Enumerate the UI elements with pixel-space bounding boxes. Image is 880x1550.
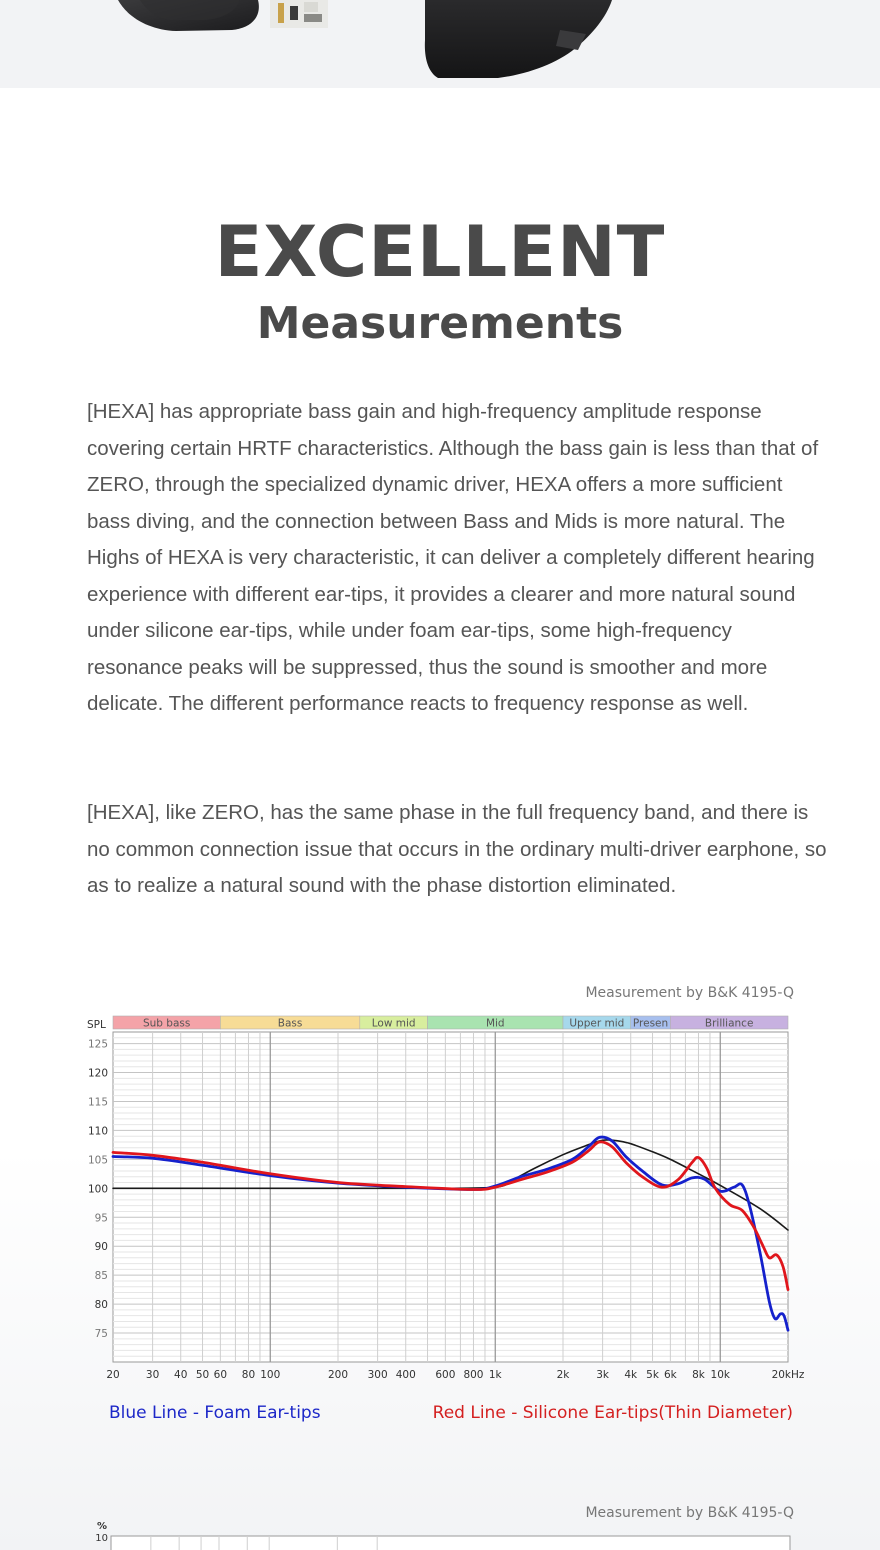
paragraph-sound-signature: [HEXA] has appropriate bass gain and high-frequency amplitude response covering certain HRTF characteristics. Although the bass gain is less than that of ZERO, through the specialized dynamic driver, HEXA offers a more sufficient bass diving, and the connection between Bass and Mids is more natural. The Highs of HEXA is very characteristic, it can deliver a completely different hearing experience with different ear-tips, it provides a clearer and more natural sound under silicone ear-tips, while under foam ear-tips, some high-frequency resonance peaks will be suppressed, thus the sound is smoother and more delicate. The different performance reacts to frequency response as well. xyxy=(87,400,819,715)
y-axis-label: SPL xyxy=(87,1019,106,1031)
paragraph-phase: [HEXA], like ZERO, has the same phase in the full frequency band, and there is no common connection issue that occurs in the ordinary multi-driver earphone, so as to realize a natural sound with the phase distortion eliminated. xyxy=(87,801,827,897)
band-label: Sub bass xyxy=(142,1017,191,1030)
band-label: Low mid xyxy=(371,1017,416,1030)
x-tick-label: 30 xyxy=(145,1369,160,1381)
band-label: Upper mid xyxy=(569,1017,625,1030)
y-tick-label: 105 xyxy=(87,1154,108,1167)
product-photo-strip xyxy=(0,0,880,88)
y-tick-label: 95 xyxy=(94,1212,108,1225)
x-tick-label: 300 xyxy=(367,1369,388,1381)
x-tick-label: 400 xyxy=(395,1369,416,1381)
x-tick-label: 6k xyxy=(663,1369,677,1381)
band-label: Presen xyxy=(632,1017,669,1030)
headline-subtitle: Measurements xyxy=(256,298,624,349)
x-tick-label: 600 xyxy=(435,1369,456,1381)
y-tick-label: 80 xyxy=(94,1299,108,1312)
earphone-shell-left xyxy=(118,0,259,31)
x-tick-label: 10k xyxy=(710,1369,730,1381)
earphone-shell-right xyxy=(425,0,612,78)
y-tick-label: 100 xyxy=(87,1183,108,1196)
chart-credit-2: Measurement by B&K 4195-Q xyxy=(585,1505,794,1521)
circuit-board xyxy=(270,0,328,28)
x-tick-label: 5k xyxy=(646,1369,659,1381)
y-tick-label: 75 xyxy=(94,1328,108,1341)
x-tick-label: 8k xyxy=(692,1369,705,1381)
x-tick-label: 200 xyxy=(327,1369,349,1381)
y-tick-label: 90 xyxy=(94,1241,108,1254)
x-tick-label: 2k xyxy=(556,1369,570,1381)
y-axis-label: % xyxy=(97,1521,108,1532)
headline-title: EXCELLENT xyxy=(214,211,666,293)
x-tick-label: 20 xyxy=(106,1369,120,1381)
band-label: Brilliance xyxy=(704,1017,754,1030)
x-tick-label: 3k xyxy=(596,1369,610,1381)
band-label: Bass xyxy=(277,1017,303,1030)
legend-red: Red Line - Silicone Ear-tips(Thin Diameter) xyxy=(432,1403,793,1423)
plot-area xyxy=(111,1536,790,1550)
x-tick-label: 50 xyxy=(195,1369,210,1381)
distortion-chart-top xyxy=(0,1518,880,1550)
y-tick-label: 85 xyxy=(94,1270,108,1283)
x-tick-label: 100 xyxy=(260,1369,281,1381)
y-tick-label: 10 xyxy=(95,1533,108,1544)
frequency-response-chart xyxy=(0,1008,880,1388)
y-tick-label: 110 xyxy=(87,1125,108,1138)
x-tick-label: 800 xyxy=(463,1369,484,1381)
chart-credit: Measurement by B&K 4195-Q xyxy=(585,985,794,1001)
legend-blue: Blue Line - Foam Ear-tips xyxy=(109,1403,321,1423)
band-label: Mid xyxy=(485,1017,505,1030)
product-photo xyxy=(0,0,880,88)
x-tick-label: 1k xyxy=(488,1369,502,1381)
x-tick-label: 20kHz xyxy=(771,1369,805,1381)
y-tick-label: 125 xyxy=(87,1038,108,1051)
x-tick-label: 4k xyxy=(624,1369,638,1381)
x-tick-label: 80 xyxy=(241,1369,256,1381)
x-tick-label: 40 xyxy=(174,1369,188,1381)
y-tick-label: 120 xyxy=(87,1067,108,1080)
y-tick-label: 115 xyxy=(87,1096,108,1109)
plot-area xyxy=(113,1032,788,1362)
x-tick-label: 60 xyxy=(213,1369,228,1381)
